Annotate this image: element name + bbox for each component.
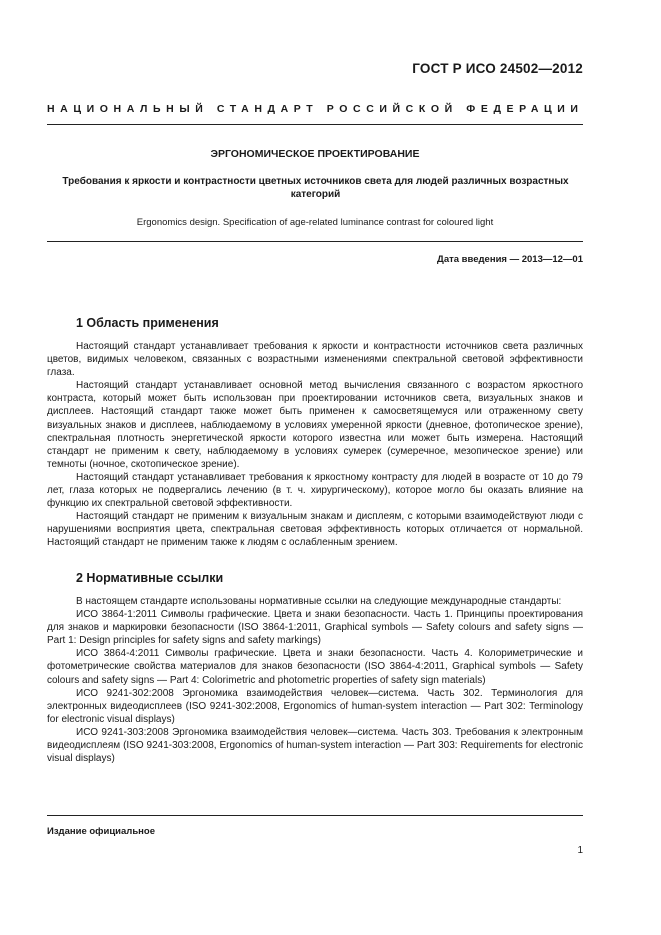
reference-item: ИСО 9241-302:2008 Эргономика взаимодействия человек—система. Часть 302. Терминология для электронных видеодисплеев (ISO 9241-302:2008, Ergonomics of human-system interaction — Part 302: Terminology for electronic visual displays) [47,687,583,725]
section-heading: 1 Область применения [76,316,219,330]
standard-code: ГОСТ Р ИСО 24502—2012 [412,61,583,76]
english-title: Ergonomics design. Specification of age-related luminance contrast for coloured light [136,217,494,228]
page-number: 1 [577,845,583,856]
footer-divider [47,815,583,816]
header-divider [47,124,583,125]
reference-item: ИСО 3864-4:2011 Символы графические. Цвета и знаки безопасности. Часть 4. Колориметрические и фотометрические свойства материалов для знаков безопасности (ISO 3864-4:2011, Graphical symbols — Safety colours and safety signs — Part 4: Colorimetric and photometric properties of safety sign materials) [47,648,583,686]
section-scope [47,316,583,550]
document-title: ЭРГОНОМИЧЕСКОЕ ПРОЕКТИРОВАНИЕ [210,148,420,160]
document-subtitle: Требования к яркости и контрастности цветных источников света для людей различных возрастных категорий [62,176,569,200]
title-divider [47,241,583,242]
reference-item: ИСО 3864-1:2011 Символы графические. Цвета и знаки безопасности. Часть 1. Принципы проектирования для знаков и маркировки безопасности (ISO 3864-1:2011, Graphical symbols — Safety colours and safety signs — Part 1: Design principles for safety signs and safety markings) [47,609,583,647]
national-standard-banner: НАЦИОНАЛЬНЫЙ СТАНДАРТ РОССИЙСКОЙ ФЕДЕРАЦИИ [47,103,584,115]
paragraph: В настоящем стандарте использованы нормативные ссылки на следующие международные стандарты: [76,596,562,607]
paragraph: Настоящий стандарт устанавливает основной метод вычисления связанного с возрастом яркостного контраста, который может быть использован при проектировании источников света, визуальных знаков и дисплеев. Настоящий стандарт также может быть применен к самосветящемуся или отраженному свету визуальных знаков и дисплеев, наблюдаемому в условиях умеренной яркости (дневное, фотопическое зрение), спектральная плотность энергетической яркости которого известна или может быть измерена. Настоящий стандарт не применим к свету, наблюдаемому в условиях сумерек (сумеречное, мезопическое зрение) или темноты (ночное, скотопическое зрение). [47,380,583,470]
reference-item: ИСО 9241-303:2008 Эргономика взаимодействия человек—система. Часть 303. Требования к электронным видеодисплеям (ISO 9241-303:2008, Ergonomics of human-system interaction — Part 303: Requirements for electronic visual displays) [47,726,583,765]
section-normative-references [47,571,583,765]
paragraph: Настоящий стандарт не применим к визуальным знакам и дисплеям, с которыми взаимодействуют люди с нарушениями восприятия цвета, спектральная световая эффективность которых отличается от нормальной. Настоящий стандарт не применим также к людям с ослабленным зрением. [47,511,583,549]
official-edition-label: Издание официальное [47,826,155,837]
introduction-date: Дата введения — 2013—12—01 [437,254,583,265]
paragraph: Настоящий стандарт устанавливает требования к яркостному контрасту для людей в возрасте от 10 до 79 лет, глаза которых не подвергались лечению (в т. ч. хирургическому), которое могло бы оказать влияние на функцию их спектральной световой эффективности. [47,471,583,510]
paragraph: Настоящий стандарт устанавливает требования к яркости и контрастности источников света различных цветов, видимых человеком, связанных с возрастными изменениями спектральной световой эффективности глаза. [47,341,583,379]
section-heading: 2 Нормативные ссылки [76,571,224,585]
